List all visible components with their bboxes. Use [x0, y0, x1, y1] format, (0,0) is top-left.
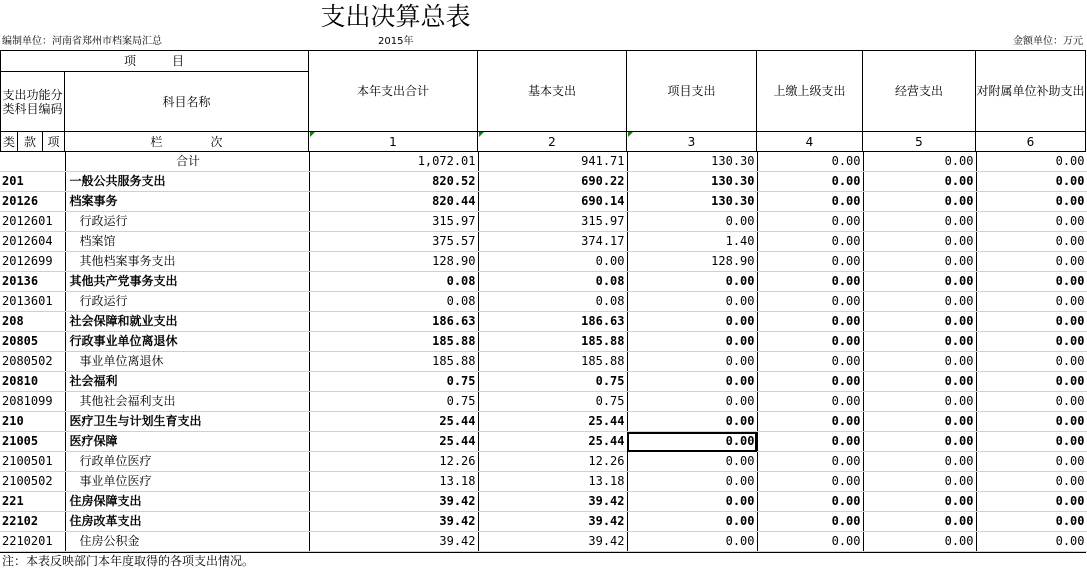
row-code[interactable]: 221: [0, 492, 65, 512]
row-value-col3[interactable]: 0.00: [627, 512, 757, 532]
row-value-col6[interactable]: 0.00: [976, 232, 1087, 252]
row-value-col6[interactable]: 0.00: [976, 472, 1087, 492]
row-value-col6[interactable]: 0.00: [976, 532, 1087, 552]
col-number-6: 6: [1026, 134, 1035, 149]
row-value-col2[interactable]: 0.08: [478, 292, 627, 312]
row-code[interactable]: 20810: [0, 372, 65, 392]
row-value-col5[interactable]: 0.00: [863, 192, 976, 212]
row-value-col5[interactable]: 0.00: [863, 152, 976, 172]
row-value-col5[interactable]: 0.00: [863, 232, 976, 252]
row-value-col4[interactable]: 0.00: [757, 172, 863, 192]
header-func-code: 支出功能分类科目编码: [2, 87, 63, 116]
row-value-col4[interactable]: 0.00: [757, 332, 863, 352]
row-subject-name[interactable]: 住房保障支出: [65, 492, 309, 512]
header-item: 项 目: [123, 53, 184, 68]
row-value-col6[interactable]: 0.00: [976, 272, 1087, 292]
row-value-col2[interactable]: 39.42: [478, 492, 627, 512]
row-value-col2[interactable]: 25.44: [478, 412, 627, 432]
page-title: 支出决算总表: [320, 2, 471, 31]
col-number-2: 2: [548, 134, 556, 149]
row-value-col6[interactable]: 0.00: [976, 172, 1087, 192]
row-subject-name[interactable]: 社会福利: [65, 372, 309, 392]
row-value-col5[interactable]: 0.00: [863, 472, 976, 492]
row-value-col2[interactable]: 12.26: [478, 452, 627, 472]
row-value-col6[interactable]: 0.00: [976, 512, 1087, 532]
row-value-col1[interactable]: 39.42: [309, 532, 478, 552]
row-value-col1[interactable]: 1,072.01: [309, 152, 478, 172]
row-code[interactable]: 21005: [0, 432, 65, 452]
row-value-col6[interactable]: 0.00: [976, 452, 1087, 472]
col-number-4: 4: [805, 134, 814, 149]
col-total-expense: 本年支出合计: [356, 84, 429, 98]
row-value-col2[interactable]: 13.18: [478, 472, 627, 492]
col-number-5: 5: [915, 134, 923, 149]
row-value-col1[interactable]: 185.88: [309, 352, 478, 372]
comment-marker-icon: [310, 132, 315, 137]
table-row[interactable]: [0, 272, 1087, 292]
col-business-expense: 经营支出: [894, 84, 943, 98]
row-value-col5[interactable]: 0.00: [863, 452, 976, 472]
row-code[interactable]: 2013601: [0, 292, 65, 312]
table-row[interactable]: [0, 392, 1087, 412]
row-subject-name[interactable]: 医疗保障: [65, 432, 309, 452]
report-year: 2015年: [378, 36, 414, 47]
row-value-col1[interactable]: 12.26: [309, 452, 478, 472]
row-value-col1[interactable]: 128.90: [309, 252, 478, 272]
col-basic-expense: 基本支出: [527, 84, 576, 98]
row-subject-name[interactable]: 其他共产党事务支出: [65, 272, 309, 292]
row-value-col1[interactable]: 25.44: [309, 432, 478, 452]
row-code[interactable]: 2012604: [0, 232, 65, 252]
row-value-col5[interactable]: 0.00: [863, 432, 976, 452]
money-unit: 金额单位：万元: [1013, 36, 1083, 47]
col-remit-superior: 上缴上级支出: [773, 84, 846, 98]
table-row[interactable]: [0, 212, 1087, 232]
row-value-col1[interactable]: 0.08: [309, 272, 478, 292]
row-value-col6[interactable]: 0.00: [976, 352, 1087, 372]
row-subject-name[interactable]: 事业单位离退休: [65, 352, 309, 372]
row-value-col3[interactable]: 130.30: [627, 192, 757, 212]
col-subsidiary-subsidy: 对附属单位补助支出: [976, 84, 1085, 98]
row-value-col1[interactable]: 39.42: [309, 512, 478, 532]
row-value-col3[interactable]: 0.00: [627, 412, 757, 432]
row-value-col1[interactable]: 185.88: [309, 332, 478, 352]
table-row[interactable]: [0, 512, 1087, 532]
row-value-col4[interactable]: 0.00: [757, 392, 863, 412]
row-value-col3[interactable]: 0.00: [627, 292, 757, 312]
row-value-col2[interactable]: 0.00: [478, 252, 627, 272]
row-value-col3[interactable]: 0.00: [627, 452, 757, 472]
row-value-col4[interactable]: 0.00: [757, 352, 863, 372]
row-value-col4[interactable]: 0.00: [757, 372, 863, 392]
row-value-col1[interactable]: 13.18: [309, 472, 478, 492]
header-xiang: 项: [47, 134, 60, 149]
row-subject-name[interactable]: 一般公共服务支出: [65, 172, 309, 192]
row-code[interactable]: 2080502: [0, 352, 65, 372]
table-row[interactable]: [0, 152, 1087, 172]
row-value-col5[interactable]: 0.00: [863, 512, 976, 532]
table-row[interactable]: [0, 172, 1087, 192]
row-value-col5[interactable]: 0.00: [863, 212, 976, 232]
row-value-col2[interactable]: 315.97: [478, 212, 627, 232]
table-row[interactable]: [0, 372, 1087, 392]
row-value-col3[interactable]: 0.00: [627, 352, 757, 372]
table-row[interactable]: [0, 532, 1087, 552]
row-value-col5[interactable]: 0.00: [863, 352, 976, 372]
row-value-col4[interactable]: 0.00: [757, 412, 863, 432]
row-code[interactable]: 20126: [0, 192, 65, 212]
row-value-col2[interactable]: 25.44: [478, 432, 627, 452]
row-value-col5[interactable]: 0.00: [863, 332, 976, 352]
col-number-1: 1: [389, 134, 397, 149]
row-value-col2[interactable]: 186.63: [478, 312, 627, 332]
row-value-col6[interactable]: 0.00: [976, 392, 1087, 412]
row-value-col5[interactable]: 0.00: [863, 172, 976, 192]
row-value-col1[interactable]: 39.42: [309, 492, 478, 512]
row-value-col2[interactable]: 185.88: [478, 332, 627, 352]
row-value-col3[interactable]: 0.00: [627, 392, 757, 412]
row-subject-name[interactable]: 事业单位医疗: [65, 472, 309, 492]
row-value-col3[interactable]: 128.90: [627, 252, 757, 272]
row-value-col4[interactable]: 0.00: [757, 272, 863, 292]
row-value-col4[interactable]: 0.00: [757, 312, 863, 332]
table-row[interactable]: [0, 312, 1087, 332]
row-value-col6[interactable]: 0.00: [976, 412, 1087, 432]
row-subject-name[interactable]: 其他档案事务支出: [65, 252, 309, 272]
row-value-col6[interactable]: 0.00: [976, 292, 1087, 312]
row-value-col5[interactable]: 0.00: [863, 412, 976, 432]
row-value-col1[interactable]: 375.57: [309, 232, 478, 252]
row-value-col5[interactable]: 0.00: [863, 372, 976, 392]
row-value-col6[interactable]: 0.00: [976, 192, 1087, 212]
row-subject-name[interactable]: 档案事务: [65, 192, 309, 212]
row-value-col2[interactable]: 0.75: [478, 392, 627, 412]
row-value-col2[interactable]: 0.75: [478, 372, 627, 392]
row-value-col3[interactable]: 0.00: [627, 492, 757, 512]
header-col-label: 栏 次: [150, 134, 223, 149]
row-value-col6[interactable]: 0.00: [976, 312, 1087, 332]
row-value-col2[interactable]: 374.17: [478, 232, 627, 252]
row-value-col4[interactable]: 0.00: [757, 532, 863, 552]
table-row[interactable]: [0, 412, 1087, 432]
table-header: [0, 50, 1087, 152]
row-value-col4[interactable]: 0.00: [757, 192, 863, 212]
row-value-col4[interactable]: 0.00: [757, 232, 863, 252]
row-value-col2[interactable]: 0.08: [478, 272, 627, 292]
row-value-col6[interactable]: 0.00: [976, 372, 1087, 392]
row-subject-name[interactable]: 行政运行: [65, 212, 309, 232]
row-value-col3[interactable]: 130.30: [627, 172, 757, 192]
row-code[interactable]: 2100501: [0, 452, 65, 472]
table-row[interactable]: [0, 232, 1087, 252]
table-row[interactable]: [0, 332, 1087, 352]
compiling-unit: 编制单位：河南省郑州市档案局汇总: [2, 36, 162, 47]
expense-table: [0, 152, 1087, 552]
table-row[interactable]: [0, 192, 1087, 212]
row-value-col2[interactable]: 690.22: [478, 172, 627, 192]
row-code[interactable]: 2012601: [0, 212, 65, 232]
row-subject-name[interactable]: 其他社会福利支出: [65, 392, 309, 412]
row-subject-name[interactable]: 社会保障和就业支出: [65, 312, 309, 332]
col-number-3: 3: [687, 134, 696, 149]
row-value-col4[interactable]: 0.00: [757, 152, 863, 172]
row-value-col4[interactable]: 0.00: [757, 252, 863, 272]
row-code[interactable]: 20136: [0, 272, 65, 292]
table-row[interactable]: [0, 432, 1087, 452]
row-value-col4[interactable]: 0.00: [757, 452, 863, 472]
row-code[interactable]: 22102: [0, 512, 65, 532]
row-value-col5[interactable]: 0.00: [863, 272, 976, 292]
table-row[interactable]: [0, 292, 1087, 312]
row-code[interactable]: 201: [0, 172, 65, 192]
table-row[interactable]: [0, 352, 1087, 372]
row-value-col1[interactable]: 186.63: [309, 312, 478, 332]
row-value-col2[interactable]: 185.88: [478, 352, 627, 372]
row-code[interactable]: 2081099: [0, 392, 65, 412]
header-lei: 类: [2, 134, 15, 149]
row-value-col1[interactable]: 0.75: [309, 372, 478, 392]
row-code[interactable]: 2210201: [0, 532, 65, 552]
row-value-col4[interactable]: 0.00: [757, 292, 863, 312]
row-value-col5[interactable]: 0.00: [863, 292, 976, 312]
row-value-col6[interactable]: 0.00: [976, 152, 1087, 172]
comment-marker-icon: [479, 132, 484, 137]
row-subject-name[interactable]: 行政运行: [65, 292, 309, 312]
table-row[interactable]: [0, 472, 1087, 492]
row-value-col5[interactable]: 0.00: [863, 392, 976, 412]
row-value-col5[interactable]: 0.00: [863, 252, 976, 272]
row-value-col5[interactable]: 0.00: [863, 312, 976, 332]
row-value-col6[interactable]: 0.00: [976, 252, 1087, 272]
row-value-col3[interactable]: 0.00: [627, 332, 757, 352]
table-row[interactable]: [0, 452, 1087, 472]
row-value-col3[interactable]: 0.00: [627, 212, 757, 232]
row-subject-name[interactable]: 行政事业单位离退休: [65, 332, 309, 352]
row-value-col3[interactable]: 130.30: [627, 152, 757, 172]
table-row[interactable]: [0, 492, 1087, 512]
row-value-col3[interactable]: 0.00: [627, 312, 757, 332]
col-project-expense: 项目支出: [667, 84, 716, 98]
row-value-col6[interactable]: 0.00: [976, 492, 1087, 512]
row-value-col3[interactable]: 0.00: [627, 372, 757, 392]
row-value-col4[interactable]: 0.00: [757, 472, 863, 492]
row-value-col4[interactable]: 0.00: [757, 512, 863, 532]
header-subject-name: 科目名称: [162, 94, 211, 109]
row-value-col1[interactable]: 25.44: [309, 412, 478, 432]
row-code[interactable]: 20805: [0, 332, 65, 352]
row-value-col1[interactable]: 820.44: [309, 192, 478, 212]
row-subject-name[interactable]: 合计: [65, 152, 309, 172]
row-value-col3[interactable]: 0.00: [627, 432, 757, 452]
row-value-col3[interactable]: 1.40: [627, 232, 757, 252]
table-row[interactable]: [0, 252, 1087, 272]
row-value-col3[interactable]: 0.00: [627, 532, 757, 552]
row-code[interactable]: 208: [0, 312, 65, 332]
row-value-col1[interactable]: 820.52: [309, 172, 478, 192]
header-kuan: 款: [23, 134, 36, 149]
row-value-col4[interactable]: 0.00: [757, 432, 863, 452]
row-value-col5[interactable]: 0.00: [863, 532, 976, 552]
row-value-col6[interactable]: 0.00: [976, 212, 1087, 232]
row-value-col3[interactable]: 0.00: [627, 272, 757, 292]
comment-marker-icon: [628, 132, 633, 137]
row-subject-name[interactable]: 医疗卫生与计划生育支出: [65, 412, 309, 432]
row-value-col5[interactable]: 0.00: [863, 492, 976, 512]
row-value-col2[interactable]: 690.14: [478, 192, 627, 212]
row-value-col6[interactable]: 0.00: [976, 432, 1087, 452]
row-subject-name[interactable]: 住房改革支出: [65, 512, 309, 532]
row-value-col6[interactable]: 0.00: [976, 332, 1087, 352]
row-code[interactable]: 2100502: [0, 472, 65, 492]
row-code[interactable]: 210: [0, 412, 65, 432]
row-value-col4[interactable]: 0.00: [757, 212, 863, 232]
row-value-col4[interactable]: 0.00: [757, 492, 863, 512]
footnote: 注：本表反映部门本年度取得的各项支出情况。: [2, 554, 255, 568]
row-value-col1[interactable]: 0.08: [309, 292, 478, 312]
row-code[interactable]: 2012699: [0, 252, 65, 272]
row-value-col2[interactable]: 941.71: [478, 152, 627, 172]
row-code[interactable]: [0, 152, 65, 172]
row-subject-name[interactable]: 住房公积金: [65, 532, 309, 552]
row-subject-name[interactable]: 档案馆: [65, 232, 309, 252]
row-subject-name[interactable]: 行政单位医疗: [65, 452, 309, 472]
row-value-col1[interactable]: 0.75: [309, 392, 478, 412]
row-value-col2[interactable]: 39.42: [478, 512, 627, 532]
row-value-col2[interactable]: 39.42: [478, 532, 627, 552]
row-value-col3[interactable]: 0.00: [627, 472, 757, 492]
row-value-col1[interactable]: 315.97: [309, 212, 478, 232]
